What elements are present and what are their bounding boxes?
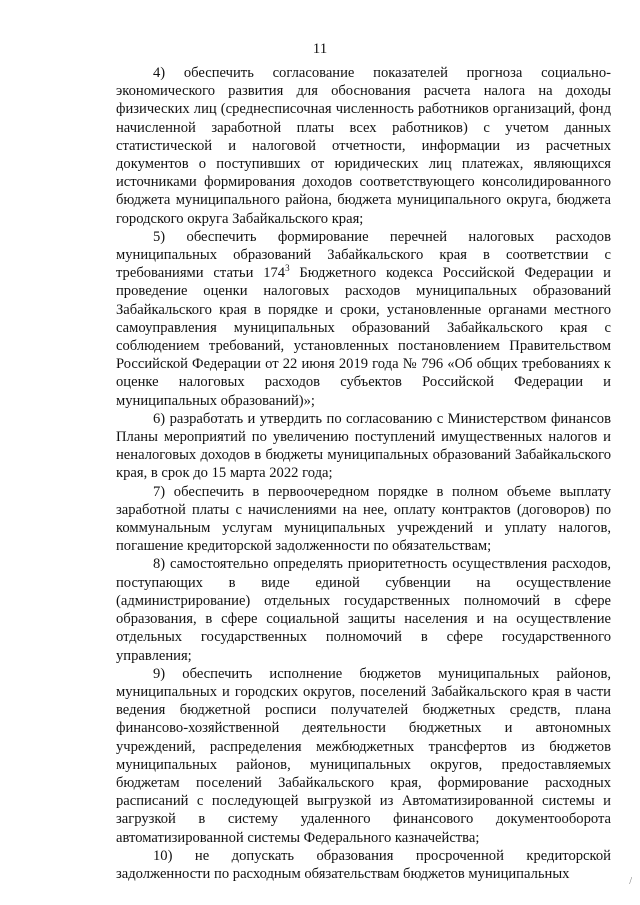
paragraph-item-10: 10) не допускать образования просроченной кредиторской задолженности по расходным обязательствам бюджетов муниципальных (116, 847, 611, 882)
paragraph-5-text-start: 5) обеспечить формирование перечней налоговых расходов муниципальных образований Забайкальского края в соответствии с требованиями статьи 174 (116, 228, 611, 282)
scan-edge-mark: / (629, 876, 632, 887)
paragraph-item-5 (116, 228, 611, 410)
paragraph-item-7: 7) обеспечить в первоочередном порядке в полном объеме выплату заработной платы с начислениями на нее, оплату контрактов (договоров) по коммунальным услугам муниципальных учреждений и уплату налогов, погашение кредиторской задолженности по обязательствам; (116, 483, 611, 555)
paragraph-item-6: 6) разработать и утвердить по согласованию с Министерством финансов Планы мероприятий по увеличению поступлений имущественных налогов и неналоговых доходов в бюджеты муниципальных образований Забайкальского края, в срок до 15 марта 2022 года; (116, 410, 611, 482)
paragraph-item-9: 9) обеспечить исполнение бюджетов муниципальных районов, муниципальных и городских округов, поселений Забайкальского края в части ведения бюджетной росписи получателей бюджетных средств, плана финансово-хозяйственной деятельности бюджетных и автономных учреждений, распределения межбюджетных трансфертов из бюджетов муниципальных районов, муниципальных округов, предоставляемых бюджетам поселений Забайкальского края, формирование расходных расписаний с последующей выгрузкой из Автоматизированной системы и загрузкой в систему удаленного финансового документооборота автоматизированной системы Федерального казначейства; (116, 665, 611, 846)
document-body (116, 64, 611, 883)
article-superscript: 3 (285, 263, 290, 274)
paragraph-5-text-end: Бюджетного кодекса Российской Федерации и проведение оценки налоговых расходов муниципальных образований Забайкальского края в порядке и сроки, установленные органами местного самоуправления муниципальных образований Забайкальского края с соблюдением требований, установленных постановлением Правительством Российской Федерации от 22 июня 2019 года № 796 «Об общих требованиях к оценке налоговых расходов субъектов Российской Федерации и муниципальных образований)»; (116, 265, 611, 409)
page-number: 11 (312, 41, 328, 57)
paragraph-item-8: 8) самостоятельно определять приоритетность осуществления расходов, поступающих в виде единой субвенции на осуществление (администрирование) отдельных государственных полномочий в сфере образования, в сфере социальной защиты населения и на осуществление отдельных государственных полномочий в сфере государственного управления; (116, 556, 611, 664)
paragraph-item-4: 4) обеспечить согласование показателей прогноза социально-экономического развития для обоснования расчета налога на доходы физических лиц (среднесписочная численность работников организаций, фонд начисленной заработной платы всех работников) с учетом данных статистической и налоговой отчетности, информации из расчетных документов о поступивших от юридических лиц платежах, являющихся источниками формирования доходов соответствующего консолидированного бюджета муниципального района, бюджета муниципального округа, бюджета городского округа Забайкальского края; (116, 65, 611, 227)
